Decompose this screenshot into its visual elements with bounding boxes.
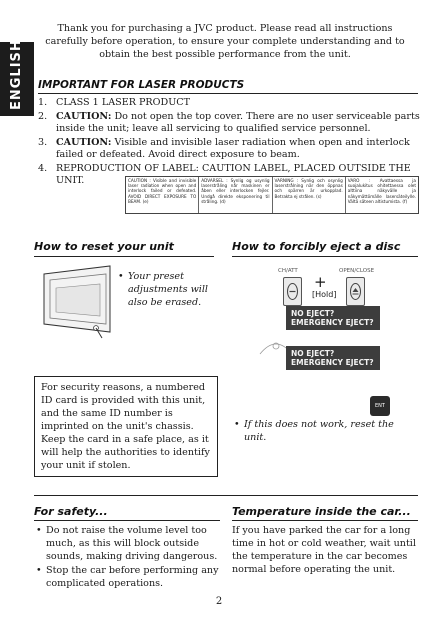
- reset-section-title: How to reset your unit: [34, 240, 174, 253]
- caution-label-cell-en: CAUTION : Visible and invisible laser radiation when open and interlock failed or defeated. AVOID DIRECT EXPOSURE TO BEAM. (e): [126, 177, 199, 213]
- intro-text: Thank you for purchasing a JVC product. Please read all instructions carefully before operation, to ensure your complete understanding and to obtain the best possible performance from the unit.: [45, 23, 405, 60]
- laser-title-rule: [38, 93, 418, 94]
- caution-label-cell-da: ADVARSEL : Synlig og usynlig laserstråling når maskinen er åben eller interlocken fejler. Undgå direkte eksponering til stråling. (d): [199, 177, 272, 213]
- reset-note: • Your preset adjustments will also be erased.: [118, 270, 214, 309]
- language-tab-label: ENGLISH: [9, 39, 24, 110]
- temperature-section-title: Temperature inside the car...: [232, 505, 411, 518]
- laser-item: 4. REPRODUCTION OF LABEL: CAUTION LABEL, PLACED OUTSIDE THE UNIT.: [38, 162, 411, 186]
- page-number: 2: [215, 596, 223, 607]
- laser-list: [38, 97, 428, 189]
- plus-sign: +: [314, 273, 327, 291]
- safety-list: [34, 524, 220, 591]
- safety-title-rule: [34, 520, 220, 521]
- temperature-title-rule: [232, 520, 418, 521]
- unit-faceplate-illustration: [36, 262, 116, 342]
- minus-icon: [284, 278, 301, 305]
- eject-note: • If this does not work, reset the unit.: [234, 418, 418, 444]
- caution-label-cell-sv: VARNING : Synlig och osynlig laserstrålning när den öppnas och spärren är urkopplad. Betrakta ej strålen. (s): [273, 177, 346, 213]
- hold-label: [Hold]: [312, 290, 337, 299]
- enter-button-label: ENT: [375, 403, 385, 409]
- laser-item: 2. CAUTION: Do not open the top cover. There are no user serviceable parts inside the unit; leave all servicing to qualified service personnel.: [38, 110, 420, 134]
- ch-att-label: CH/ATT: [278, 268, 298, 274]
- reset-note-list: [118, 270, 214, 309]
- ch-att-button[interactable]: [283, 277, 302, 306]
- eject-section-title: How to forcibly eject a disc: [232, 240, 401, 253]
- laser-section-title: IMPORTANT FOR LASER PRODUCTS: [38, 79, 245, 91]
- eject-icon: [347, 278, 364, 305]
- laser-item: 3. CAUTION: Visible and invisible laser radiation when open and interlock failed or defeated. Avoid direct exposure to beam.: [38, 136, 410, 160]
- security-note-text: For security reasons, a numbered ID card is provided with this unit, and the same ID number is imprinted on the unit's chassis. Keep the card in a safe place, as it will help the authorities to identify your unit if stolen.: [41, 382, 210, 471]
- safety-item: • Do not raise the volume level too much, as this will block outside sounds, making driving dangerous.: [34, 524, 220, 563]
- reset-title-rule: [34, 256, 214, 257]
- security-note-box: [34, 376, 218, 477]
- language-tab: [0, 39, 34, 116]
- open-close-label: OPEN/CLOSE: [339, 268, 375, 274]
- safety-section-title: For safety...: [34, 505, 108, 518]
- section-divider: [34, 495, 418, 496]
- caution-label: [125, 176, 419, 214]
- caution-label-cell-fi: VARO : Avattaessa ja suojalukitus ohitettaessa olet alttiina näkyvälle ja näkymättömälle lasersäteilylle. Vältä säteen altistumista. (f): [347, 178, 416, 204]
- enter-button[interactable]: [370, 396, 390, 416]
- eject-note-list: [234, 418, 418, 444]
- eject-title-rule: [232, 256, 418, 257]
- temperature-text: If you have parked the car for a long time in hot or cold weather, wait until the temperature in the car becomes normal before operating the unit.: [232, 525, 416, 575]
- lcd-emergency-eject-2: NO EJECT? EMERGENCY EJECT?: [286, 346, 380, 370]
- safety-item: • Stop the car before performing any complicated operations.: [34, 564, 220, 590]
- open-close-button[interactable]: [346, 277, 365, 306]
- laser-item: 1. CLASS 1 LASER PRODUCT: [38, 97, 191, 108]
- lcd-emergency-eject-1: NO EJECT? EMERGENCY EJECT?: [286, 306, 380, 330]
